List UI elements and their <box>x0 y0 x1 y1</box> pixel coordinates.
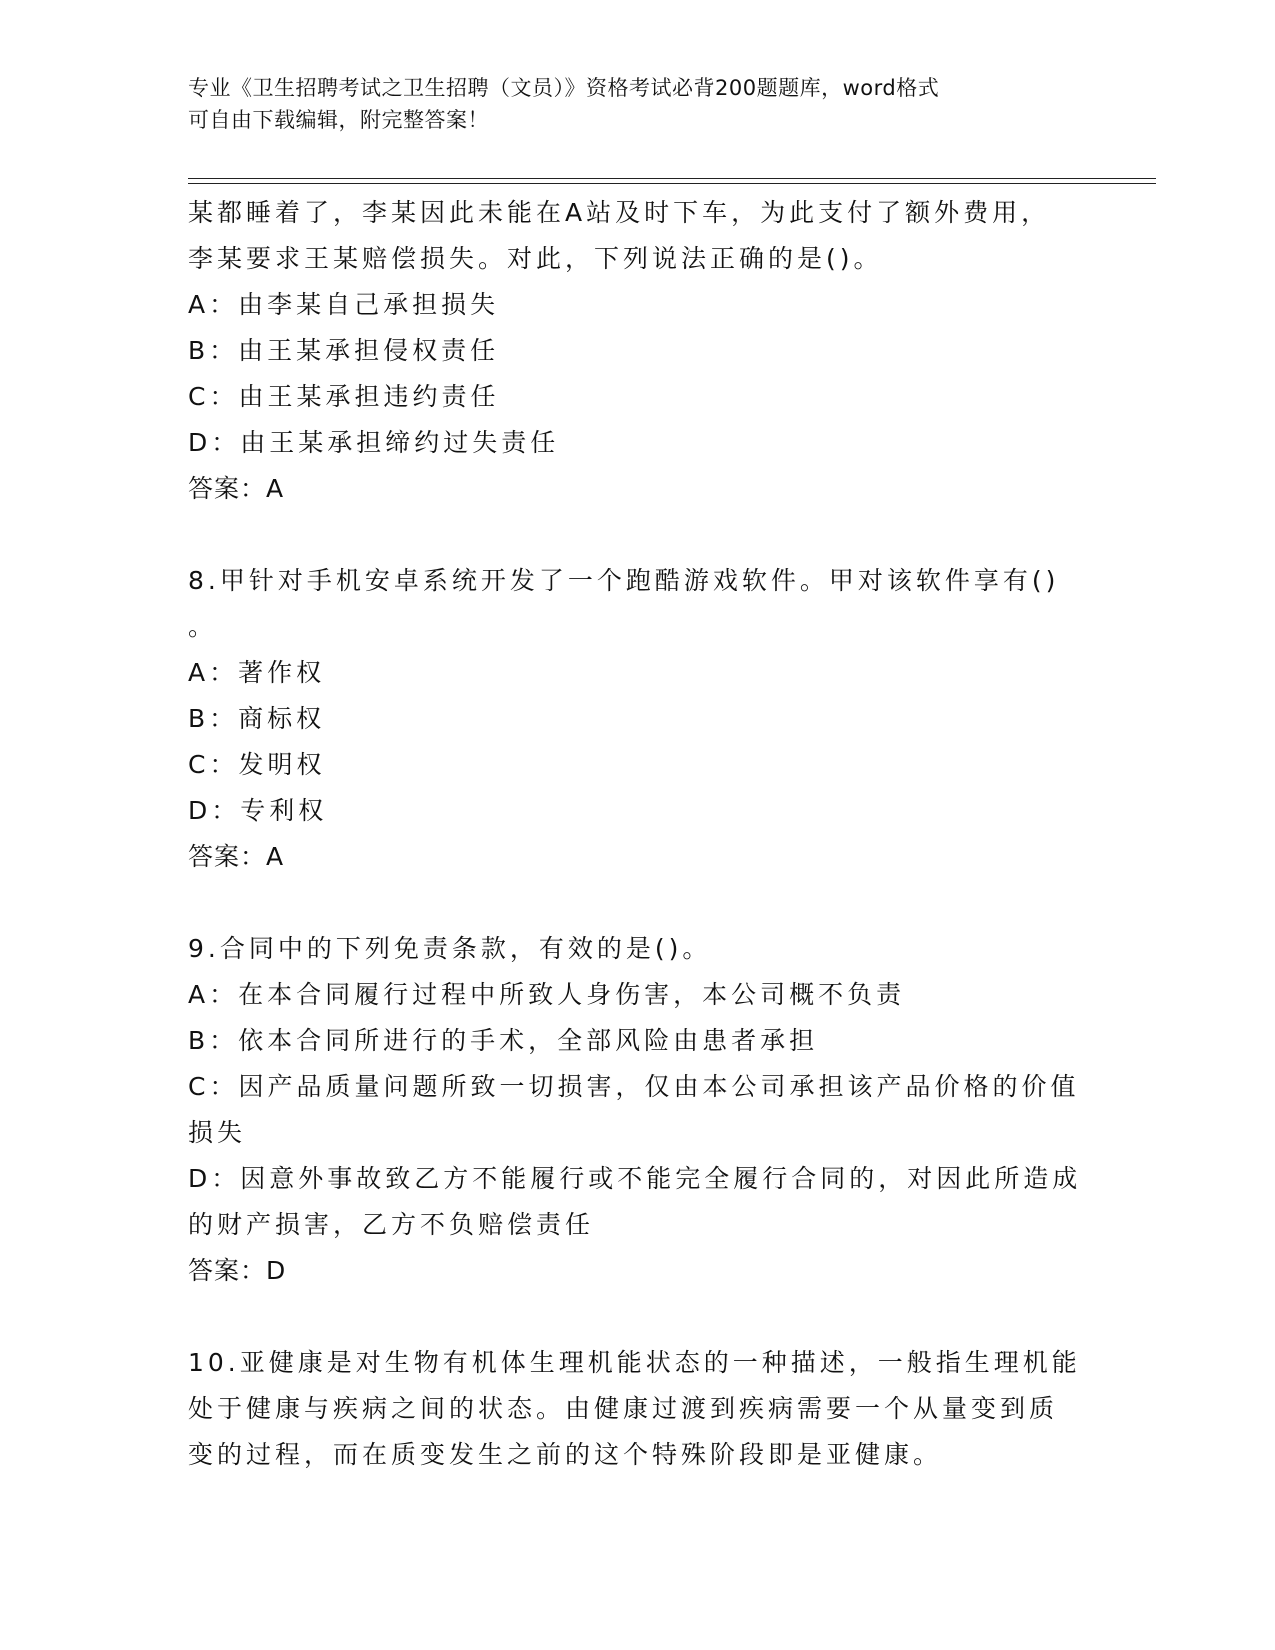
question-stem: 某都睡着了，李某因此未能在A站及时下车，为此支付了额外费用， <box>188 198 1051 227</box>
option-d: D：专利权 <box>188 796 328 825</box>
spacer <box>188 512 1088 558</box>
option-c: C：发明权 <box>188 750 326 779</box>
question-stem: 处于健康与疾病之间的状态。由健康过渡到疾病需要一个从量变到质 <box>188 1394 1059 1423</box>
question-stem: 变的过程，而在质变发生之前的这个特殊阶段即是亚健康。 <box>188 1440 943 1469</box>
option-c: C：因产品质量问题所致一切损害，仅由本公司承担该产品价格的价值 <box>188 1072 1080 1101</box>
answer: 答案：A <box>188 842 285 871</box>
option-a: A：由李某自己承担损失 <box>188 290 500 319</box>
option-c: C：由王某承担违约责任 <box>188 382 500 411</box>
answer: 答案：A <box>188 474 285 503</box>
header-divider-top <box>188 178 1156 179</box>
question-stem: 李某要求王某赔偿损失。对此，下列说法正确的是()。 <box>188 244 883 273</box>
question-10 <box>188 1340 1088 1478</box>
header-line-1: 专业《卫生招聘考试之卫生招聘（文员）》资格考试必背200题题库，word格式 <box>188 76 940 100</box>
document-header <box>188 72 1068 136</box>
header-divider-bottom <box>188 183 1156 184</box>
question-stem: 10.亚健康是对生物有机体生理机能状态的一种描述，一般指生理机能 <box>188 1348 1081 1377</box>
answer: 答案：D <box>188 1256 287 1285</box>
question-stem: 9.合同中的下列免责条款，有效的是()。 <box>188 934 712 963</box>
question-stem: 。 <box>188 612 218 641</box>
question-stem: 8.甲针对手机安卓系统开发了一个跑酷游戏软件。甲对该软件享有() <box>188 566 1060 595</box>
question-9 <box>188 926 1088 1294</box>
question-8 <box>188 558 1088 880</box>
option-b: B：由王某承担侵权责任 <box>188 336 500 365</box>
question-content <box>188 190 1088 1478</box>
option-d: D：由王某承担缔约过失责任 <box>188 428 560 457</box>
option-d: D：因意外事故致乙方不能履行或不能完全履行合同的，对因此所造成 <box>188 1164 1082 1193</box>
question-7 <box>188 190 1088 512</box>
spacer <box>188 880 1088 926</box>
option-a: A：在本合同履行过程中所致人身伤害，本公司概不负责 <box>188 980 906 1009</box>
option-b: B：商标权 <box>188 704 326 733</box>
option-d-continued: 的财产损害，乙方不负赔偿责任 <box>188 1210 595 1239</box>
header-line-2: 可自由下载编辑，附完整答案！ <box>188 108 489 132</box>
option-b: B：依本合同所进行的手术，全部风险由患者承担 <box>188 1026 819 1055</box>
option-c-continued: 损失 <box>188 1118 247 1147</box>
spacer <box>188 1294 1088 1340</box>
option-a: A：著作权 <box>188 658 326 687</box>
